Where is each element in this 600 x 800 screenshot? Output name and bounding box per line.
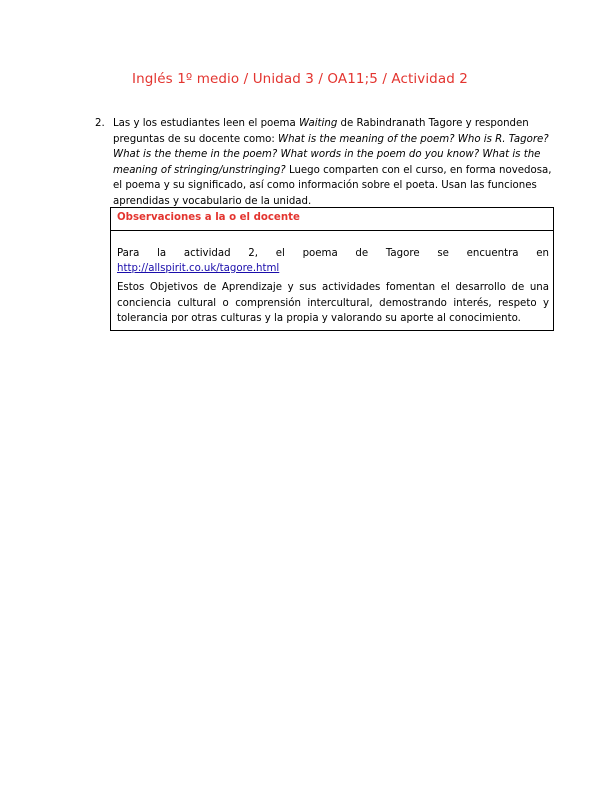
activity-text — [113, 116, 555, 210]
teacher-notes-box — [110, 207, 554, 331]
activity-intro: Las y los estudiantes leen el poema — [113, 118, 299, 129]
notes-paragraph-1: Para la actividad 2, el poema de Tagore se encuentra en — [117, 248, 549, 259]
teacher-notes-title: Observaciones a la o el docente — [117, 212, 300, 223]
page-title: Inglés 1º medio / Unidad 3 / OA11;5 / Actividad 2 — [132, 71, 468, 87]
notes-paragraph-2: Estos Objetivos de Aprendizaje y sus actividades fomentan el desarrollo de una conciencia cultural o comprensión intercultural, demostrando interés, respeto y tolerancia por otras culturas y la propia y valorando su aporte al conocimiento. — [117, 282, 549, 325]
poem-title: Waiting — [298, 118, 338, 129]
activity-number: 2. — [95, 118, 105, 129]
tagore-poem-link[interactable]: http://allspirit.co.uk/tagore.html — [117, 263, 280, 274]
activity-end: Luego comparten con el curso, en forma novedosa, el poema y su significado, así como información sobre el poeta. Usan las funciones aprendidas y vocabulario de la unidad. — [113, 164, 552, 207]
activity-questions: What is the meaning of the poem? Who is R. Tagore? What is the theme in the poem? What words in the poem do you know? What is the meaning of stringing/unstringing? — [113, 133, 549, 176]
notes-divider — [111, 230, 553, 231]
activity-item — [95, 116, 555, 210]
activity-after-title: de Rabindranath Tagore y responden preguntas de su docente como: — [113, 118, 529, 145]
